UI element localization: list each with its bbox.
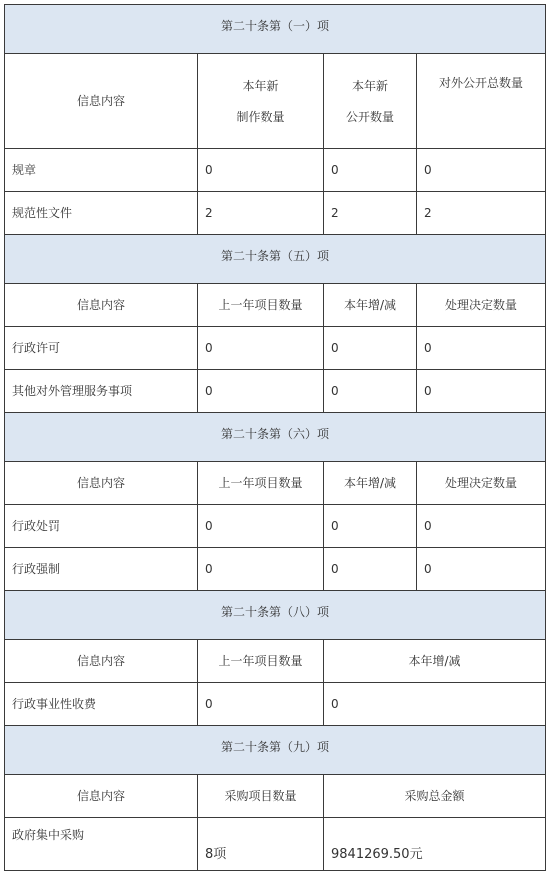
- header-line: 公开数量: [345, 109, 394, 124]
- section-header-5: [5, 235, 546, 284]
- section-title: 第二十条第（八）项: [5, 591, 546, 640]
- cell-value: 0: [324, 548, 417, 591]
- header-new-produced: [198, 54, 324, 149]
- table-row: [5, 149, 546, 192]
- cell-value: 9841269.50元: [324, 818, 546, 871]
- header-info-content: 信息内容: [5, 640, 198, 683]
- column-header-row: [5, 775, 546, 818]
- disclosure-table: [4, 4, 546, 871]
- header-decision-count: 处理决定数量: [417, 462, 546, 505]
- cell-value: 0: [417, 505, 546, 548]
- column-header-row: [5, 54, 546, 149]
- cell-value: 0: [417, 149, 546, 192]
- cell-value: 0: [198, 149, 324, 192]
- table-row: [5, 327, 546, 370]
- header-prev-year-count: 上一年项目数量: [198, 284, 324, 327]
- cell-value: 0: [198, 683, 324, 726]
- header-procurement-count: 采购项目数量: [198, 775, 324, 818]
- header-total-published: 对外公开总数量: [417, 54, 546, 149]
- cell-value: 2: [417, 192, 546, 235]
- header-year-change: 本年增/减: [324, 640, 546, 683]
- cell-value: 0: [198, 327, 324, 370]
- cell-value: 0: [198, 505, 324, 548]
- header-year-change: 本年增/减: [324, 462, 417, 505]
- header-decision-count: 处理决定数量: [417, 284, 546, 327]
- row-label: 行政处罚: [5, 505, 198, 548]
- column-header-row: [5, 284, 546, 327]
- header-info-content: 信息内容: [5, 284, 198, 327]
- table-row: [5, 370, 546, 413]
- section-title: 第二十条第（六）项: [5, 413, 546, 462]
- header-year-change: 本年增/减: [324, 284, 417, 327]
- section-title: 第二十条第（五）项: [5, 235, 546, 284]
- row-label: 行政强制: [5, 548, 198, 591]
- column-header-row: [5, 462, 546, 505]
- section-title: 第二十条第（一）项: [5, 5, 546, 54]
- row-label: 其他对外管理服务事项: [5, 370, 198, 413]
- cell-value: 8项: [198, 818, 324, 871]
- cell-value: 0: [198, 370, 324, 413]
- header-info-content: 信息内容: [5, 462, 198, 505]
- header-new-published: [324, 54, 417, 149]
- cell-value: 2: [324, 192, 417, 235]
- cell-value: 0: [324, 327, 417, 370]
- cell-value: 0: [324, 505, 417, 548]
- table-row: [5, 683, 546, 726]
- section-header-6: [5, 413, 546, 462]
- header-info-content: 信息内容: [5, 54, 198, 149]
- row-label: 行政许可: [5, 327, 198, 370]
- table-row: [5, 505, 546, 548]
- cell-value: 0: [324, 370, 417, 413]
- cell-value: 0: [417, 327, 546, 370]
- section-header-8: [5, 591, 546, 640]
- cell-value: 0: [324, 683, 546, 726]
- table-row: [5, 192, 546, 235]
- row-label: 规范性文件: [5, 192, 198, 235]
- header-prev-year-count: 上一年项目数量: [198, 640, 324, 683]
- header-line: 本年新: [351, 78, 388, 93]
- header-procurement-amount: 采购总金额: [324, 775, 546, 818]
- cell-value: 2: [198, 192, 324, 235]
- section-header-1: [5, 5, 546, 54]
- cell-value: 0: [324, 149, 417, 192]
- row-label: 行政事业性收费: [5, 683, 198, 726]
- section-header-9: [5, 726, 546, 775]
- cell-value: 0: [198, 548, 324, 591]
- cell-value: 0: [417, 370, 546, 413]
- row-label: 规章: [5, 149, 198, 192]
- table-row: [5, 818, 546, 871]
- column-header-row: [5, 640, 546, 683]
- section-title: 第二十条第（九）项: [5, 726, 546, 775]
- header-line: 本年新: [242, 78, 279, 93]
- row-label: 政府集中采购: [5, 818, 198, 871]
- header-prev-year-count: 上一年项目数量: [198, 462, 324, 505]
- cell-value: 0: [417, 548, 546, 591]
- header-line: 制作数量: [236, 109, 285, 124]
- table-row: [5, 548, 546, 591]
- header-info-content: 信息内容: [5, 775, 198, 818]
